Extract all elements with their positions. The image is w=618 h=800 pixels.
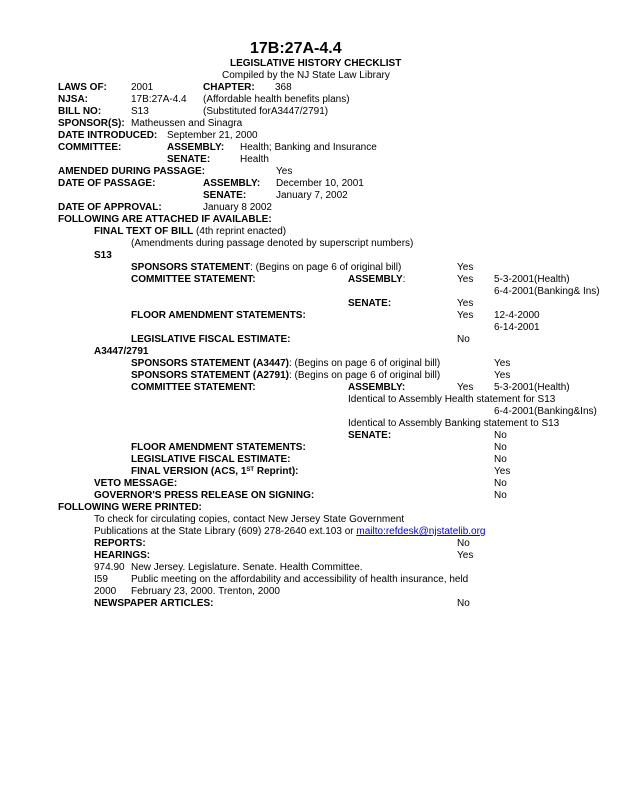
a2791-sponsors-statement-value: Yes — [494, 370, 511, 381]
a3447-sponsors-statement — [131, 358, 440, 370]
newspaper-value: No — [457, 598, 470, 609]
a3447-identical-health: Identical to Assembly Health statement for S13 — [348, 394, 556, 405]
s13-committee-senate-label: SENATE: — [348, 298, 392, 309]
s13-committee-assembly-label: ASSEMBLY — [348, 274, 403, 285]
s13-floor-value: Yes — [457, 310, 474, 321]
date-approval-value: January 8 2002 — [203, 202, 272, 213]
a3447-committee-assembly-date2: 6-4-2001(Banking&Ins) — [494, 406, 597, 417]
compiled-by: Compiled by the NJ State Law Library — [222, 70, 390, 81]
sponsors-label: SPONSOR(S): — [58, 118, 125, 129]
s13-committee-statement-label: COMMITTEE STATEMENT: — [131, 274, 256, 285]
a3447-committee-senate-value: No — [494, 430, 507, 441]
njsa-description: (Affordable health benefits plans) — [203, 94, 350, 105]
s13-committee-assembly-date2: 6-4-2001(Banking& Ins) — [494, 286, 600, 297]
s13-sponsors-statement-note: : (Begins on page 6 of original bill) — [250, 262, 402, 273]
date-introduced-label: DATE INTRODUCED: — [58, 130, 158, 141]
circulating-line1: To check for circulating copies, contact New Jersey State Government — [94, 514, 405, 525]
s13-committee-assembly — [348, 274, 405, 286]
date-passage-label: DATE OF PASSAGE: — [58, 178, 156, 189]
a3447-committee-assembly-label: ASSEMBLY: — [348, 382, 406, 393]
s13-label: S13 — [94, 250, 112, 261]
press-release-label: GOVERNOR'S PRESS RELEASE ON SIGNING: — [94, 490, 315, 501]
circulating-line2-text: Publications at the State Library (609) 278-2640 ext.103 or — [94, 526, 357, 537]
a2791-sponsors-statement-label: SPONSORS STATEMENT (A2791) — [131, 370, 289, 381]
laws-of-value: 2001 — [131, 82, 154, 93]
hearings-label: HEARINGS: — [94, 550, 151, 561]
s13-floor-date1: 12-4-2000 — [494, 310, 540, 321]
a3447-final-version-value: Yes — [494, 466, 511, 477]
circulating-line2 — [94, 526, 486, 538]
document-title: 17B:27A-4.4 — [250, 40, 342, 57]
a3447-identical-banking: Identical to Assembly Banking statement to S13 — [348, 418, 560, 429]
amendments-note: (Amendments during passage denoted by superscript numbers) — [131, 238, 414, 249]
s13-committee-assembly-value: Yes — [457, 274, 474, 285]
printed-heading: FOLLOWING WERE PRINTED: — [58, 502, 202, 513]
veto-value: No — [494, 478, 507, 489]
attached-heading: FOLLOWING ARE ATTACHED IF AVAILABLE: — [58, 214, 272, 225]
committee-label: COMMITTEE: — [58, 142, 122, 153]
veto-label: VETO MESSAGE: — [94, 478, 178, 489]
a3447-sponsors-statement-note: : (Begins on page 6 of original bill) — [289, 358, 441, 369]
njsa-label: NJSA: — [58, 94, 89, 105]
email-link[interactable]: mailto:refdesk@njstatelib.org — [356, 526, 486, 537]
a3447-fiscal-label: LEGISLATIVE FISCAL ESTIMATE: — [131, 454, 291, 465]
a3447-final-version-tail: Reprint): — [254, 466, 299, 477]
committee-assembly-label: ASSEMBLY: — [167, 142, 225, 153]
hearings-value: Yes — [457, 550, 474, 561]
amended-value: Yes — [276, 166, 293, 177]
s13-floor-date2: 6-14-2001 — [494, 322, 540, 333]
a3447-committee-statement-label: COMMITTEE STATEMENT: — [131, 382, 256, 393]
checklist-heading: LEGISLATIVE HISTORY CHECKLIST — [230, 58, 402, 69]
a3447-final-version-sup: ST — [246, 467, 255, 473]
a3447-floor-label: FLOOR AMENDMENT STATEMENTS: — [131, 442, 306, 453]
hearing-call-number-1: 974.90 — [94, 562, 125, 573]
bill-no-description: (Substituted forA3447/2791) — [203, 106, 329, 117]
s13-floor-label: FLOOR AMENDMENT STATEMENTS: — [131, 310, 306, 321]
committee-senate-value: Health — [240, 154, 269, 165]
press-release-value: No — [494, 490, 507, 501]
final-text-label: FINAL TEXT OF BILL — [94, 226, 194, 237]
s13-committee-assembly-date1: 5-3-2001(Health) — [494, 274, 570, 285]
s13-sponsors-statement-value: Yes — [457, 262, 474, 273]
a2791-sponsors-statement-note: : (Begins on page 6 of original bill) — [289, 370, 441, 381]
a3447-label: A3447/2791 — [94, 346, 149, 357]
s13-committee-senate-value: Yes — [457, 298, 474, 309]
reports-label: REPORTS: — [94, 538, 146, 549]
passage-assembly-value: December 10, 2001 — [276, 178, 364, 189]
final-text-line — [94, 226, 286, 238]
a3447-sponsors-statement-label: SPONSORS STATEMENT (A3447) — [131, 358, 289, 369]
passage-senate-label: SENATE: — [203, 190, 247, 201]
s13-committee-assembly-colon: : — [402, 274, 406, 285]
a3447-fiscal-value: No — [494, 454, 507, 465]
a3447-final-version-label: FINAL VERSION (ACS, 1 — [131, 466, 247, 477]
bill-no-value: S13 — [131, 106, 149, 117]
a3447-final-version — [131, 466, 299, 478]
bill-no-label: BILL NO: — [58, 106, 102, 117]
reports-value: No — [457, 538, 470, 549]
chapter-value: 368 — [275, 82, 292, 93]
chapter-label: CHAPTER: — [203, 82, 255, 93]
s13-fiscal-value: No — [457, 334, 470, 345]
hearing-text-3: February 23, 2000. Trenton, 2000 — [131, 586, 280, 597]
hearing-call-number-2: I59 — [94, 574, 108, 585]
newspaper-label: NEWSPAPER ARTICLES: — [94, 598, 214, 609]
committee-senate-label: SENATE: — [167, 154, 211, 165]
date-approval-label: DATE OF APPROVAL: — [58, 202, 162, 213]
s13-sponsors-statement — [131, 262, 401, 274]
s13-fiscal-label: LEGISLATIVE FISCAL ESTIMATE: — [131, 334, 291, 345]
committee-assembly-value: Health; Banking and Insurance — [240, 142, 377, 153]
passage-senate-value: January 7, 2002 — [276, 190, 348, 201]
date-introduced-value: September 21, 2000 — [167, 130, 258, 141]
passage-assembly-label: ASSEMBLY: — [203, 178, 261, 189]
a3447-committee-assembly-date1: 5-3-2001(Health) — [494, 382, 570, 393]
final-text-note: (4th reprint enacted) — [196, 226, 287, 237]
sponsors-value: Matheussen and Sinagra — [131, 118, 243, 129]
a2791-sponsors-statement — [131, 370, 440, 382]
a3447-floor-value: No — [494, 442, 507, 453]
a3447-committee-senate-label: SENATE: — [348, 430, 392, 441]
hearing-text-2: Public meeting on the affordability and accessibility of health insurance, held — [131, 574, 469, 585]
a3447-committee-assembly-value: Yes — [457, 382, 474, 393]
hearing-text-1: New Jersey. Legislature. Senate. Health Committee. — [131, 562, 363, 573]
laws-of-label: LAWS OF: — [58, 82, 107, 93]
s13-sponsors-statement-label: SPONSORS STATEMENT — [131, 262, 251, 273]
a3447-sponsors-statement-value: Yes — [494, 358, 511, 369]
njsa-value: 17B:27A-4.4 — [131, 94, 187, 105]
hearing-call-number-3: 2000 — [94, 586, 117, 597]
amended-label: AMENDED DURING PASSAGE: — [58, 166, 206, 177]
